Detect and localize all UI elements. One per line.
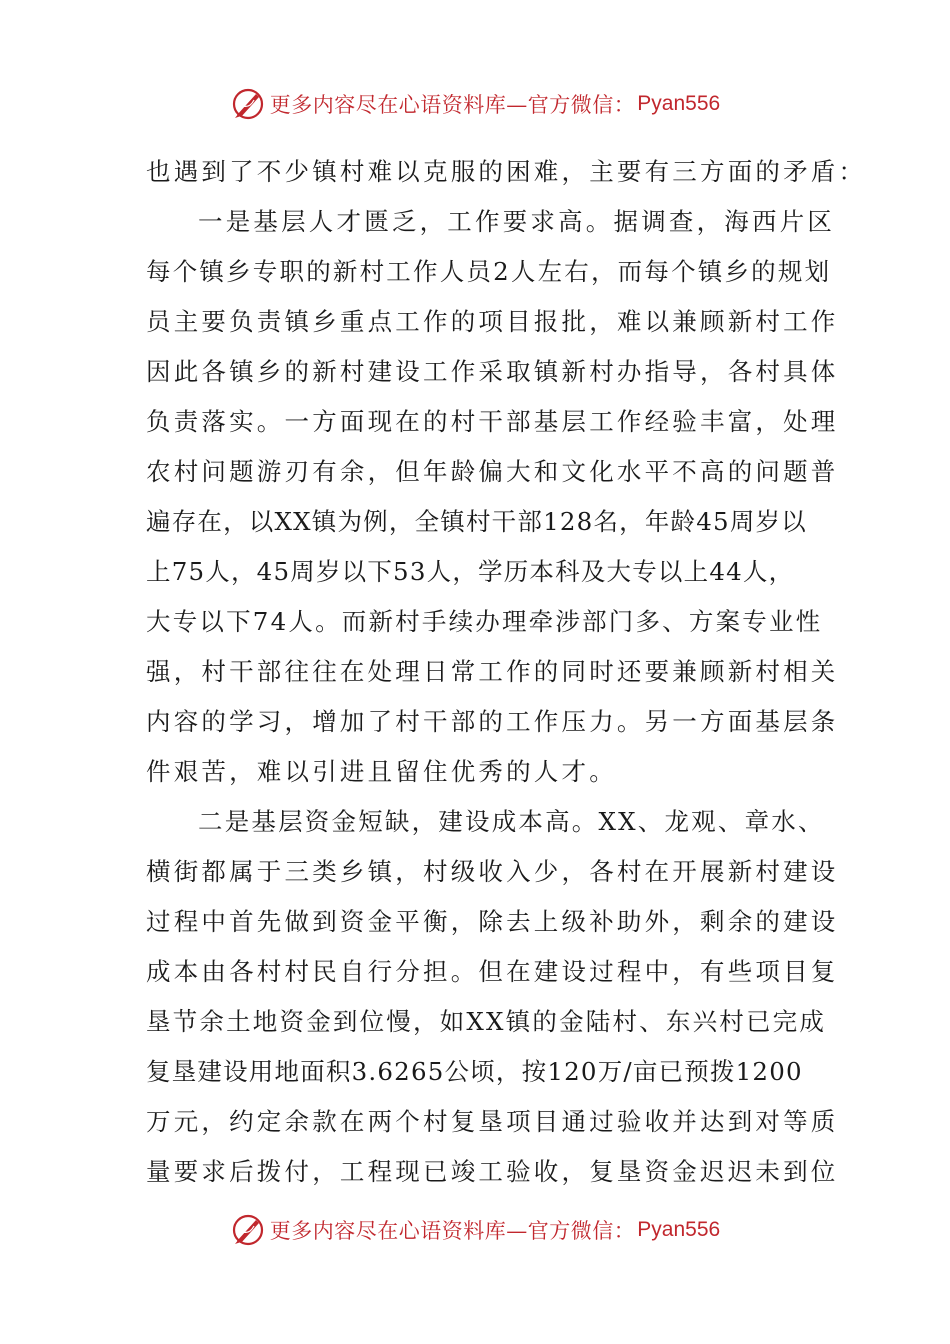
paragraph-line: 一是基层人才匮乏，工作要求高。据调查，海西片区 xyxy=(198,207,836,236)
paragraph-line: 过程中首先做到资金平衡，除去上级补助外，剩余的建设 xyxy=(146,907,839,936)
paragraph-line: 负责落实。一方面现在的村干部基层工作经验丰富，处理 xyxy=(146,407,839,436)
wechat-id: Pyan556 xyxy=(637,1218,721,1241)
paragraph-line: 员主要负责镇乡重点工作的项目报批，难以兼顾新村工作 xyxy=(146,307,839,336)
paragraph-line: 成本由各村村民自行分担。但在建设过程中，有些项目复 xyxy=(146,957,839,986)
paragraph-line: 量要求后拨付，工程现已竣工验收，复垦资金迟迟未到位 xyxy=(146,1157,839,1186)
footer-watermark-banner xyxy=(0,1212,950,1248)
quill-pen-seal-icon xyxy=(230,1212,266,1248)
banner-text: 更多内容尽在心语资料库—官方微信： xyxy=(269,1219,636,1243)
paragraph-line: 遍存在，以XX镇为例，全镇村干部128名，年龄45周岁以 xyxy=(146,507,807,536)
paragraph-line: 因此各镇乡的新村建设工作采取镇新村办指导，各村具体 xyxy=(146,357,839,386)
paragraph-line: 强，村干部往往在处理日常工作的同时还要兼顾新村相关 xyxy=(146,657,839,686)
paragraph-line: 内容的学习，增加了村干部的工作压力。另一方面基层条 xyxy=(146,707,839,736)
paragraph-line: 复垦建设用地面积3.6265公顷，按120万/亩已预拨1200 xyxy=(146,1057,803,1086)
paragraph-line: 垦节余土地资金到位慢，如XX镇的金陆村、东兴村已完成 xyxy=(146,1007,827,1036)
paragraph-line: 万元，约定余款在两个村复垦项目通过验收并达到对等质 xyxy=(146,1107,839,1136)
paragraph-line: 二是基层资金短缺，建设成本高。XX、龙观、章水、 xyxy=(198,807,825,836)
paragraph-line: 每个镇乡专职的新村工作人员2人左右，而每个镇乡的规划 xyxy=(146,257,832,286)
header-watermark-banner xyxy=(0,86,950,122)
paragraph-line: 大专以下74人。而新村手续办理牵涉部门多、方案专业性 xyxy=(146,607,823,636)
banner-text: 更多内容尽在心语资料库—官方微信： xyxy=(269,93,636,117)
paragraph-line: 上75人，45周岁以下53人，学历本科及大专以上44人， xyxy=(146,557,795,586)
quill-pen-seal-icon xyxy=(230,86,266,122)
paragraph-line: 件艰苦，难以引进且留住优秀的人才。 xyxy=(146,757,617,786)
paragraph-line: 农村问题游刃有余，但年龄偏大和文化水平不高的问题普 xyxy=(146,457,839,486)
document-body xyxy=(146,147,867,1197)
wechat-id: Pyan556 xyxy=(637,92,721,115)
paragraph-line: 也遇到了不少镇村难以克服的困难，主要有三方面的矛盾： xyxy=(146,157,867,186)
paragraph-line: 横街都属于三类乡镇，村级收入少，各村在开展新村建设 xyxy=(146,857,839,886)
